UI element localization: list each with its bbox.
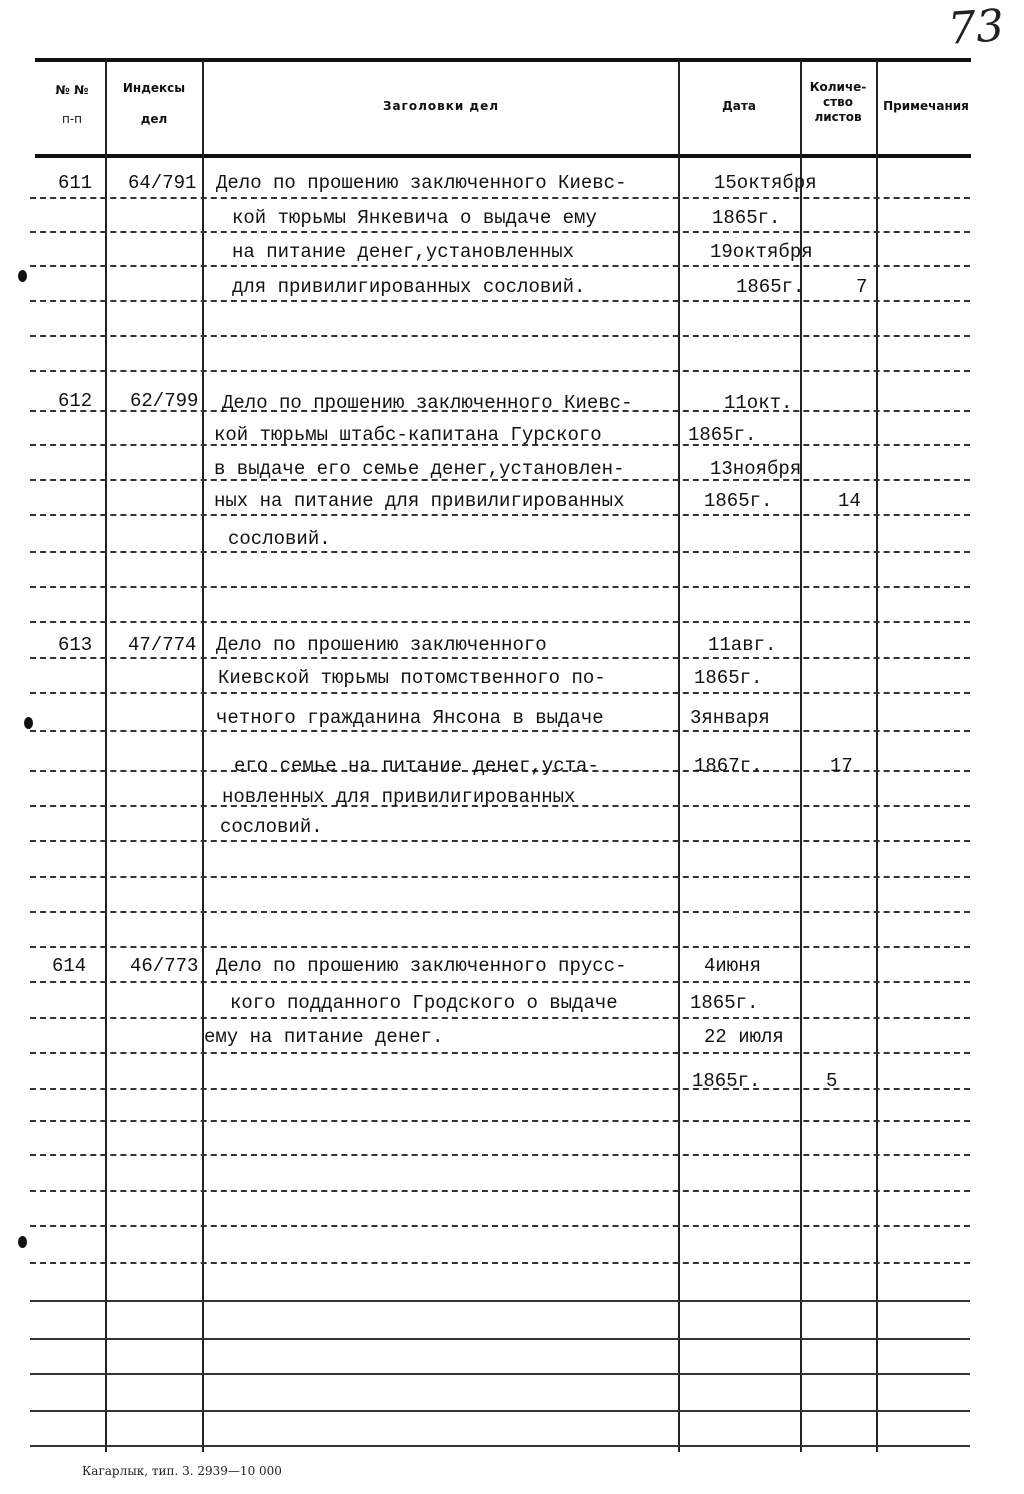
page-number: 73 [946, 0, 1006, 55]
header-index: Индексы дел [122, 81, 186, 126]
column-divider [202, 60, 204, 1452]
entry-date-line: 1865г. [704, 490, 773, 512]
header-notes: Примечания [883, 99, 969, 113]
binder-hole-mark [18, 1236, 27, 1248]
entry-number: 612 [58, 390, 93, 412]
entry-date-line: 1865г. [694, 667, 763, 689]
entry-date-line: 19октября [710, 241, 813, 263]
entry-title-line: на питание денег,установленных [232, 241, 575, 263]
entry-number: 611 [58, 172, 93, 194]
entry-title-line: кой тюрьмы штабс-капитана Гурского [214, 424, 602, 446]
entry-date-line: 13ноября [710, 458, 802, 480]
entry-title-line: новленных для привилигированных [222, 786, 576, 808]
entry-number: 614 [52, 955, 87, 977]
entry-date-line: 4июня [704, 955, 762, 977]
printer-imprint: Кагарлык, тип. 3. 2939—10 000 [82, 1464, 282, 1478]
entry-date-line: 3января [690, 707, 770, 729]
entry-date-line: 1865г. [736, 276, 805, 298]
entry-title-line: сословий. [228, 528, 331, 550]
entry-index: 46/773 [130, 955, 199, 977]
entry-date-line: 11авг. [708, 634, 777, 656]
header-sheets: Количе- ство листов [809, 80, 867, 124]
entry-date-line: 1865г. [688, 424, 757, 446]
column-divider [678, 60, 680, 1452]
entry-sheets: 7 [856, 276, 868, 298]
entry-title-line: Дело по прошению заключенного Киевс- [222, 392, 633, 414]
entry-date-line: 1865г. [690, 992, 759, 1014]
entry-title-line: ных на питание для привилигированных [214, 490, 625, 512]
entry-sheets: 5 [826, 1070, 838, 1092]
header-bottom-rule [35, 154, 971, 158]
entry-title-line: ему на питание денег. [204, 1026, 444, 1048]
entry-index: 62/799 [130, 390, 199, 412]
column-divider [105, 60, 107, 1452]
binder-hole-mark [24, 717, 33, 729]
entry-sheets: 17 [830, 755, 853, 777]
entry-title-line: его семье на питание денег,уста- [234, 755, 599, 777]
entry-number: 613 [58, 634, 93, 656]
entry-title-line: Дело по прошению заключенного прусс- [216, 955, 627, 977]
header-date: Дата [722, 99, 756, 113]
column-divider [876, 60, 878, 1452]
entry-sheets: 14 [838, 490, 861, 512]
entry-title-line: в выдаче его семье денег,установлен- [214, 458, 625, 480]
entry-title-line: Киевской тюрьмы потомственного по- [218, 667, 606, 689]
entry-date-line: 11окт. [724, 392, 793, 414]
column-divider [800, 60, 802, 1452]
entry-date-line: 15октября [714, 172, 817, 194]
entry-title-line: четного гражданина Янсона в выдаче [216, 707, 604, 729]
entry-title-line: сословий. [220, 816, 323, 838]
header-number: № № п-п [55, 83, 89, 126]
entry-date-line: 1867г. [694, 755, 763, 777]
header-title: Заголовки дел [382, 99, 500, 113]
entry-title-line: кой тюрьмы Янкевича о выдаче ему [232, 207, 597, 229]
entry-title-line: кого подданного Гродского о выдаче [230, 992, 618, 1014]
entry-date-line: 1865г. [712, 207, 781, 229]
entry-date-line: 1865г. [692, 1070, 761, 1092]
entry-title-line: Дело по прошению заключенного Киевс- [216, 172, 627, 194]
top-rule [35, 58, 971, 62]
binder-hole-mark [18, 270, 27, 282]
entry-index: 47/774 [128, 634, 197, 656]
entry-date-line: 22 июля [704, 1026, 784, 1048]
entry-title-line: Дело по прошению заключенного [216, 634, 547, 656]
entry-index: 64/791 [128, 172, 197, 194]
entry-title-line: для привилигированных сословий. [232, 276, 586, 298]
